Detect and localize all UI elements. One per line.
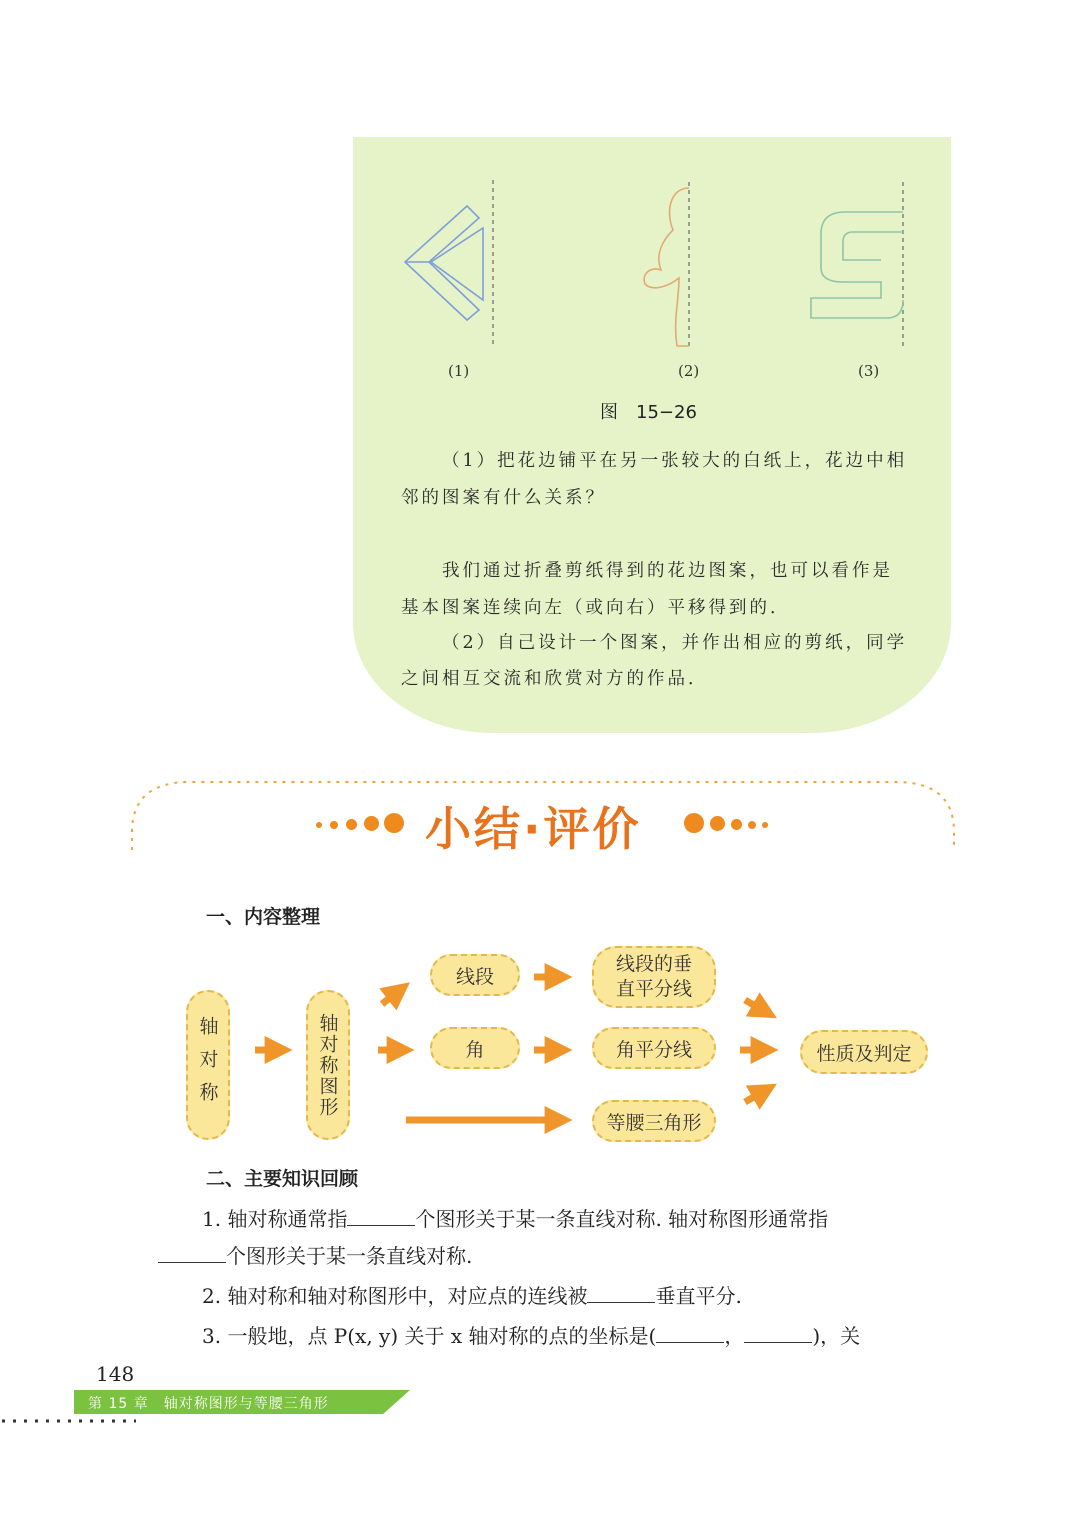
node-properties: 性质及判定 — [800, 1030, 928, 1074]
node-isosceles-triangle: 等腰三角形 — [592, 1100, 716, 1142]
arrow-figure-to-segment — [382, 990, 400, 1004]
subfigure-label-2: (2) — [678, 362, 700, 380]
content-review-heading: 一、内容整理 — [206, 906, 321, 928]
node-axial-symmetry: 轴对称 — [186, 990, 230, 1140]
subfigure-label-3: (3) — [858, 362, 880, 380]
knowledge-review-heading: 二、主要知识回顾 — [206, 1168, 359, 1190]
fill-blank-1[interactable] — [347, 1207, 415, 1226]
chapter-title: 第 15 章 轴对称图形与等腰三角形 — [88, 1396, 329, 1412]
arrow-isosceles-to-properties — [745, 1090, 766, 1102]
section-title: 小结·评价 — [425, 802, 642, 856]
fill-blank-4[interactable] — [656, 1324, 724, 1343]
note-line-2: 基本图案连续向左（或向右）平移得到的． — [401, 598, 791, 618]
question-2-line-1: （2）自己设计一个图案，并作出相应的剪纸，同学 — [442, 633, 908, 653]
figure-caption: 图 15−26 — [600, 402, 697, 423]
node-segment: 线段 — [430, 954, 520, 996]
question-1-line-1: （1）把花边铺平在另一张较大的白纸上，花边中相 — [442, 451, 908, 471]
note-line-1: 我们通过折叠剪纸得到的花边图案，也可以看作是 — [442, 561, 893, 581]
fill-blank-5[interactable] — [744, 1324, 812, 1343]
fill-blank-3[interactable] — [587, 1284, 655, 1303]
arrow-bisector-to-properties — [745, 1000, 766, 1012]
review-item-3: 3. 一般地，点 P(x, y) 关于 x 轴对称的点的坐标是( ， )，关 — [202, 1324, 861, 1348]
question-1-line-2: 邻的图案有什么关系？ — [401, 488, 606, 508]
fill-blank-2[interactable] — [158, 1244, 226, 1263]
node-angle-bisector: 角平分线 — [592, 1027, 716, 1069]
node-perpendicular-bisector: 线段的垂 直平分线 — [592, 946, 716, 1008]
footer-dotted-line — [0, 1417, 140, 1425]
node-axially-symmetric-figure: 轴对称图形 — [306, 990, 350, 1140]
review-item-1-line-1: 1. 轴对称通常指 个图形关于某一条直线对称. 轴对称图形通常指 — [202, 1207, 829, 1231]
node-angle: 角 — [430, 1027, 520, 1069]
page-number: 148 — [96, 1362, 135, 1386]
question-2-line-2: 之间相互交流和欣赏对方的作品． — [401, 669, 709, 689]
review-item-1-line-2: 个图形关于某一条直线对称. — [158, 1240, 472, 1269]
subfigure-label-1: (1) — [448, 362, 470, 380]
review-item-2: 2. 轴对称和轴对称图形中，对应点的连线被 垂直平分. — [202, 1284, 742, 1308]
